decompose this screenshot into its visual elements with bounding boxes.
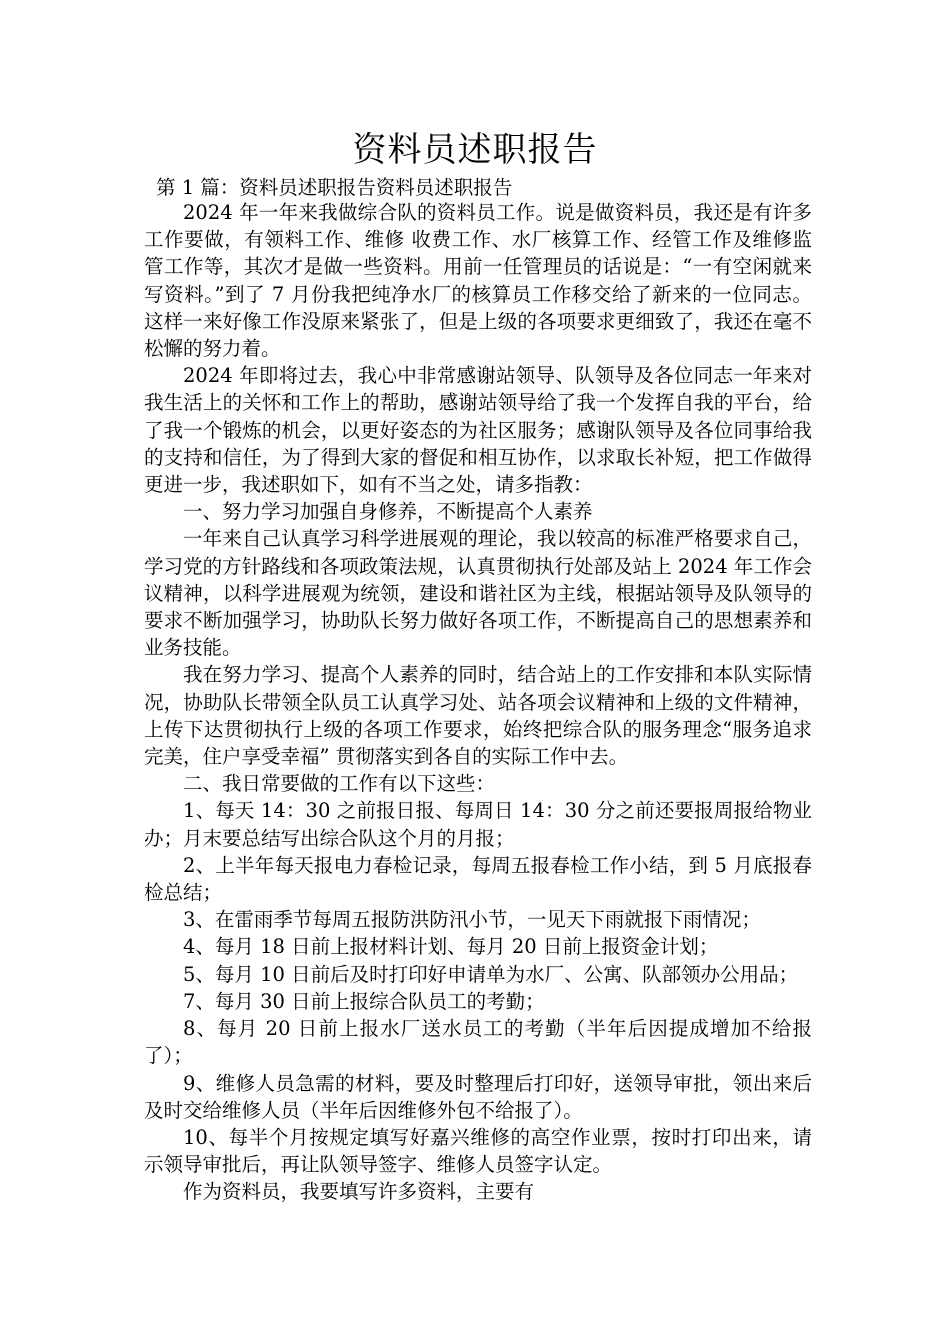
paragraph: 2024 年一年来我做综合队的资料员工作。说是做资料员，我还是有许多工作要做，有领料工作、维修 收费工作、水厂核算工作、经管工作及维修监管工作等，其次才是做一些资料。用前一任管理员的话说是：“一有空闲就来写资料。”到了 7 月份我把纯净水厂的核算员工作移交给了新来的一位同志。这样一来好像工作没原来紧张了，但是上级的各项要求更细致了，我还在毫不松懈的努力着。 [144,201,812,361]
list-item: 1、每天 14：30 之前报日报、每周日 14：30 分之前还要报周报给物业办；月末要总结写出综合队这个月的月报； [144,799,812,850]
list-item: 8、每月 20 日前上报水厂送水员工的考勤（半年后因提成增加不给报了）； [144,1017,812,1068]
list-item: 10、每半个月按规定填写好嘉兴维修的高空作业票，按时打印出来，请示领导审批后，再让队领导签字、维修人员签字认定。 [144,1125,812,1177]
section-heading: 二、我日常要做的工作有以下这些： [183,772,496,796]
paragraph: 2024 年即将过去，我心中非常感谢站领导、队领导及各位同志一年来对我生活上的关怀和工作上的帮助，感谢站领导给了我一个发挥自我的平台，给了我一个锻炼的机会，以更好姿态的为社区服务；感谢队领导及各位同事给我的支持和信任，为了得到大家的督促和相互协作，以求取长补短，把工作做得更进一步，我述职如下，如有不当之处，请多指教： [144,364,812,497]
list-item: 4、每月 18 日前上报材料计划、每月 20 日前上报资金计划； [183,935,719,959]
list-item: 7、每月 30 日前上报综合队员工的考勤； [183,989,545,1013]
paragraph: 我在努力学习、提高个人素养的同时，结合站上的工作安排和本队实际情况，协助队长带领全队员工认真学习处、站各项会议精神和上级的文件精神，上传下达贯彻执行上级的各项工作要求，始终把综合队的服务理念“服务追求完美，住户享受幸福” 贯彻落实到各自的实际工作中去。 [144,663,812,769]
section-heading: 一、努力学习加强自身修养，不断提高个人素养 [183,500,593,524]
document-subtitle: 第 1 篇：资料员述职报告资料员述职报告 [156,176,513,199]
document-title: 资料员述职报告 [352,130,598,170]
paragraph: 一年来自己认真学习科学进展观的理论，我以较高的标准严格要求自己，学习党的方针路线和各项政策法规，认真贯彻执行处部及站上 2024 年工作会议精神，以科学进展观为统领，建设和谐社区为主线，根据站领导及队领导的要求不断加强学习，协助队长努力做好各项工作，不断提高自己的思想素养和业务技能。 [144,527,812,660]
list-item: 2、上半年每天报电力春检记录，每周五报春检工作小结，到 5 月底报春检总结； [144,853,812,905]
list-item: 9、维修人员急需的材料，要及时整理后打印好，送领导审批，领出来后及时交给维修人员（半年后因维修外包不给报了）。 [144,1071,812,1122]
document-body [144,199,812,1206]
paragraph: 作为资料员，我要填写许多资料，主要有 [183,1180,535,1204]
list-item: 3、在雷雨季节每周五报防洪防汛小节，一见天下雨就报下雨情况； [183,908,761,932]
list-item: 5、每月 10 日前后及时打印好申请单为水厂、公寓、队部领办公用品； [183,962,799,986]
